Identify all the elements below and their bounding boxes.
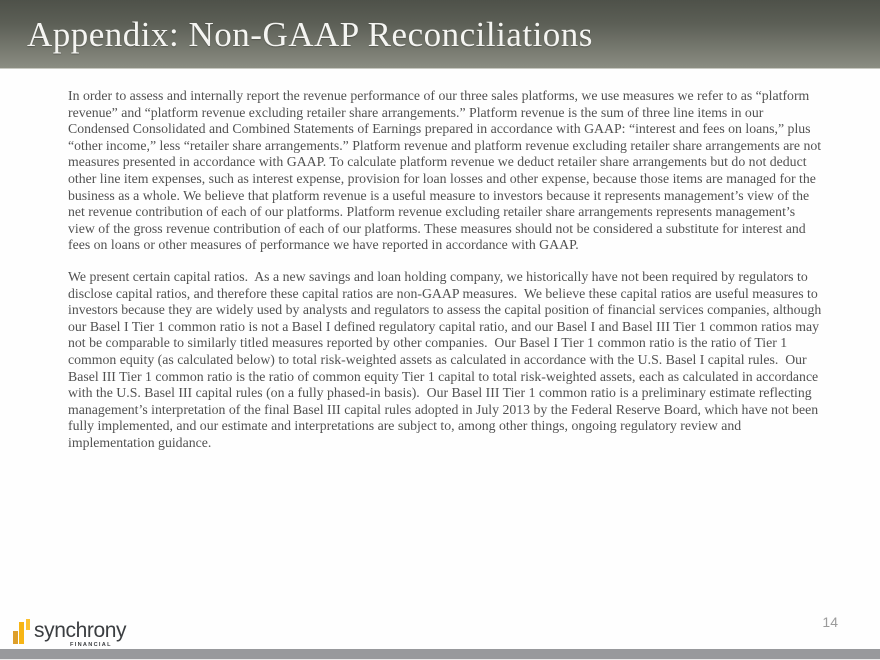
logo-bar-right: [26, 619, 31, 630]
logo-bar-left: [13, 631, 18, 644]
synchrony-bars-icon: [13, 619, 31, 644]
page-title: Appendix: Non-GAAP Reconciliations: [27, 15, 593, 54]
title-banner: [0, 0, 880, 69]
page-number: 14: [822, 614, 838, 630]
paragraph-platform-revenue: In order to assess and internally report the revenue performance of our three sales platforms, we use measures we refer to as “platform revenue” and “platform revenue excluding retailer share arrangements.” Platform revenue is the sum of three line items in our Condensed Consolidated and Combined Statements of Earnings prepared in accordance with GAAP: “interest and fees on loans,” plus “other income,” less “retailer share arrangements.” Platform revenue and platform revenue excluding retailer share arrangements are not measures presented in accordance with GAAP. To calculate platform revenue we deduct retailer share arrangements but do not deduct other line item expenses, such as interest expense, provision for loan losses and other expense, because those items are managed for the business as a whole. We believe that platform revenue is a useful measure to investors because it represents management’s view of the net revenue contribution of each of our platforms. Platform revenue excluding retailer share arrangements represents management’s view of the gross revenue contribution of each of our platforms. These measures should not be considered a substitute for interest and fees on loans or other measures of performance we have reported in accordance with GAAP.: [68, 88, 825, 253]
body-text: [68, 88, 824, 466]
footer-bar: [0, 649, 880, 660]
logo-tagline: FINANCIAL: [70, 642, 112, 648]
paragraph-capital-ratios: We present certain capital ratios. As a new savings and loan holding company, we historically have not been required by regulators to disclose capital ratios, and therefore these capital ratios are non-GAAP measures. We believe these capital ratios are useful measures to investors because they are widely used by analysts and regulators to assess the capital position of financial services companies, although our Basel I Tier 1 common ratio is not a Basel I defined regulatory capital ratio, and our Basel I and Basel III Tier 1 common ratios may not be comparable to similarly titled measures reported by other companies. Our Basel I Tier 1 common ratio is the ratio of Tier 1 common equity (as calculated below) to total risk-weighted assets as calculated in accordance with the U.S. Basel I capital rules. Our Basel III Tier 1 common ratio is the ratio of common equity Tier 1 capital to total risk-weighted assets, each as calculated in accordance with the U.S. Basel III capital rules (on a fully phased-in basis). Our Basel III Tier 1 common ratio is a preliminary estimate reflecting management’s interpretation of the final Basel III capital rules adopted in July 2013 by the Federal Reserve Board, which have not been fully implemented, and our estimate and interpretations are subject to, among other things, ongoing regulatory review and implementation guidance.: [68, 268, 825, 450]
logo-wordmark: synchrony: [34, 619, 127, 642]
logo-bar-middle: [19, 622, 24, 644]
